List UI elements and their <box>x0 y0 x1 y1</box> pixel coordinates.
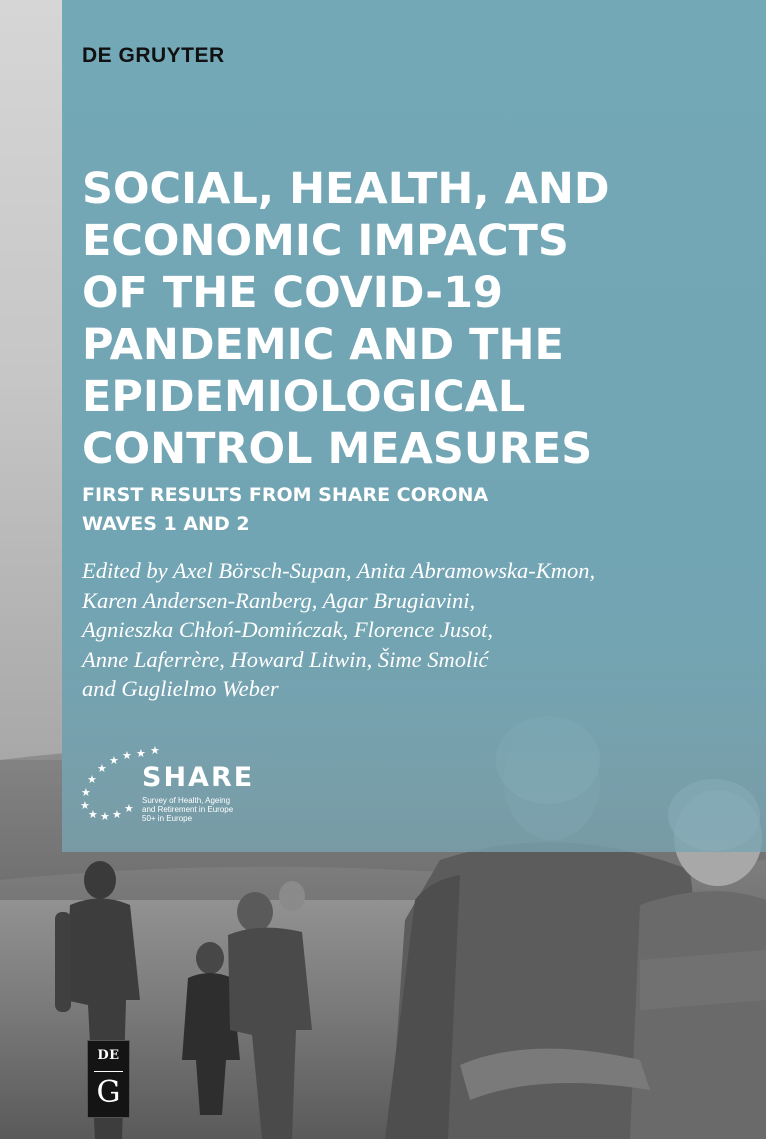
svg-text:★: ★ <box>88 808 98 821</box>
publisher-name: DE GRUYTER <box>82 44 225 67</box>
svg-text:★: ★ <box>112 808 122 821</box>
svg-text:★: ★ <box>109 754 119 767</box>
svg-text:★: ★ <box>136 747 146 760</box>
dg-logo-top: DE <box>97 1048 120 1063</box>
book-subtitle: FIRST RESULTS FROM SHARE CORONA WAVES 1 AND 2 <box>82 484 489 535</box>
svg-text:★: ★ <box>87 773 97 786</box>
svg-text:★: ★ <box>100 810 110 823</box>
svg-text:★: ★ <box>80 799 90 812</box>
share-stars-icon <box>76 740 160 830</box>
de-gruyter-logo <box>87 1040 130 1118</box>
svg-text:★: ★ <box>81 786 91 799</box>
share-logo <box>76 740 276 830</box>
editors-list: Edited by Axel Börsch-Supan, Anita Abramowska-Kmon, Karen Andersen-Ranberg, Agar Brugiavini, Agnieszka Chłoń-Domińczak, Florence Jusot, Anne Laferrère, Howard Litwin, Šime Smolić and Guglielmo Weber <box>82 558 596 701</box>
svg-text:★: ★ <box>124 802 134 815</box>
svg-text:★: ★ <box>97 762 107 775</box>
share-logo-text: SHARE <box>142 762 255 793</box>
svg-text:★: ★ <box>150 744 160 757</box>
book-title: SOCIAL, HEALTH, AND ECONOMIC IMPACTS OF THE COVID-19 PANDEMIC AND THE EPIDEMIOLOGICAL CONTROL MEASURES <box>82 164 610 474</box>
svg-text:★: ★ <box>122 749 132 762</box>
share-logo-tagline: Survey of Health, Ageing and Retirement in Europe 50+ in Europe <box>142 796 234 823</box>
dg-logo-bottom: G <box>96 1075 121 1110</box>
dg-logo-divider <box>94 1071 123 1072</box>
